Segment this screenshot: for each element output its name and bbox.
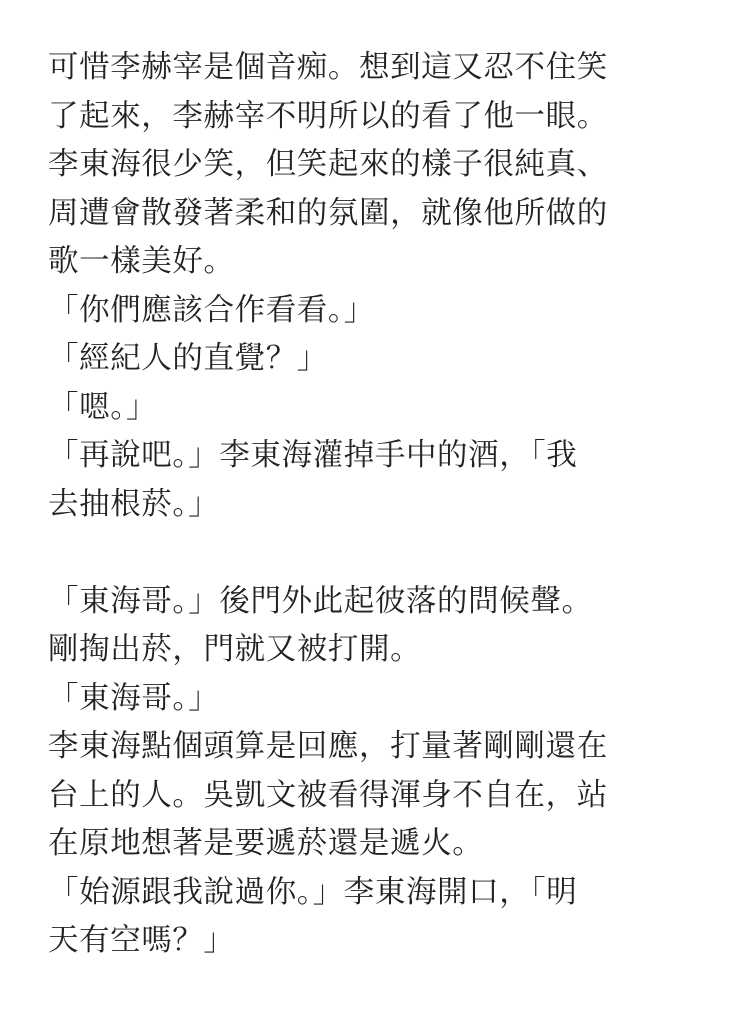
dialogue-line: 「再說吧。」李東海灌掉手中的酒，「我 去抽根菸。」 bbox=[48, 438, 578, 522]
paragraph: 李東海點個頭算是回應，打量著剛剛還在 台上的人。吳凱文被看得渾身不自在，站 在原地想著是要遞菸還是遞火。 bbox=[48, 729, 608, 861]
paragraph: 可惜李赫宰是個音痴。想到這又忍不住笑 了起來，李赫宰不明所以的看了他一眼。 bbox=[48, 50, 608, 134]
dialogue-line: 「經紀人的直覺？」 bbox=[48, 341, 328, 376]
dialogue-line: 「你們應該合作看看。」 bbox=[48, 292, 375, 328]
paragraph: 剛掏出菸，門就又被打開。 bbox=[48, 632, 422, 667]
dialogue-line: 「東海哥。」 bbox=[48, 680, 220, 716]
dialogue-line: 「嗯。」 bbox=[48, 389, 158, 425]
document-body bbox=[48, 44, 710, 966]
dialogue-line: 「始源跟我說過你。」李東海開口，「明 天有空嗎？」 bbox=[48, 874, 578, 958]
dialogue-line: 「東海哥。」後門外此起彼落的問候聲。 bbox=[48, 583, 593, 619]
paragraph-break bbox=[48, 529, 710, 578]
paragraph: 李東海很少笑，但笑起來的樣子很純真、 周遭會散發著柔和的氛圍，就像他所做的 歌一樣美好。 bbox=[48, 147, 608, 279]
